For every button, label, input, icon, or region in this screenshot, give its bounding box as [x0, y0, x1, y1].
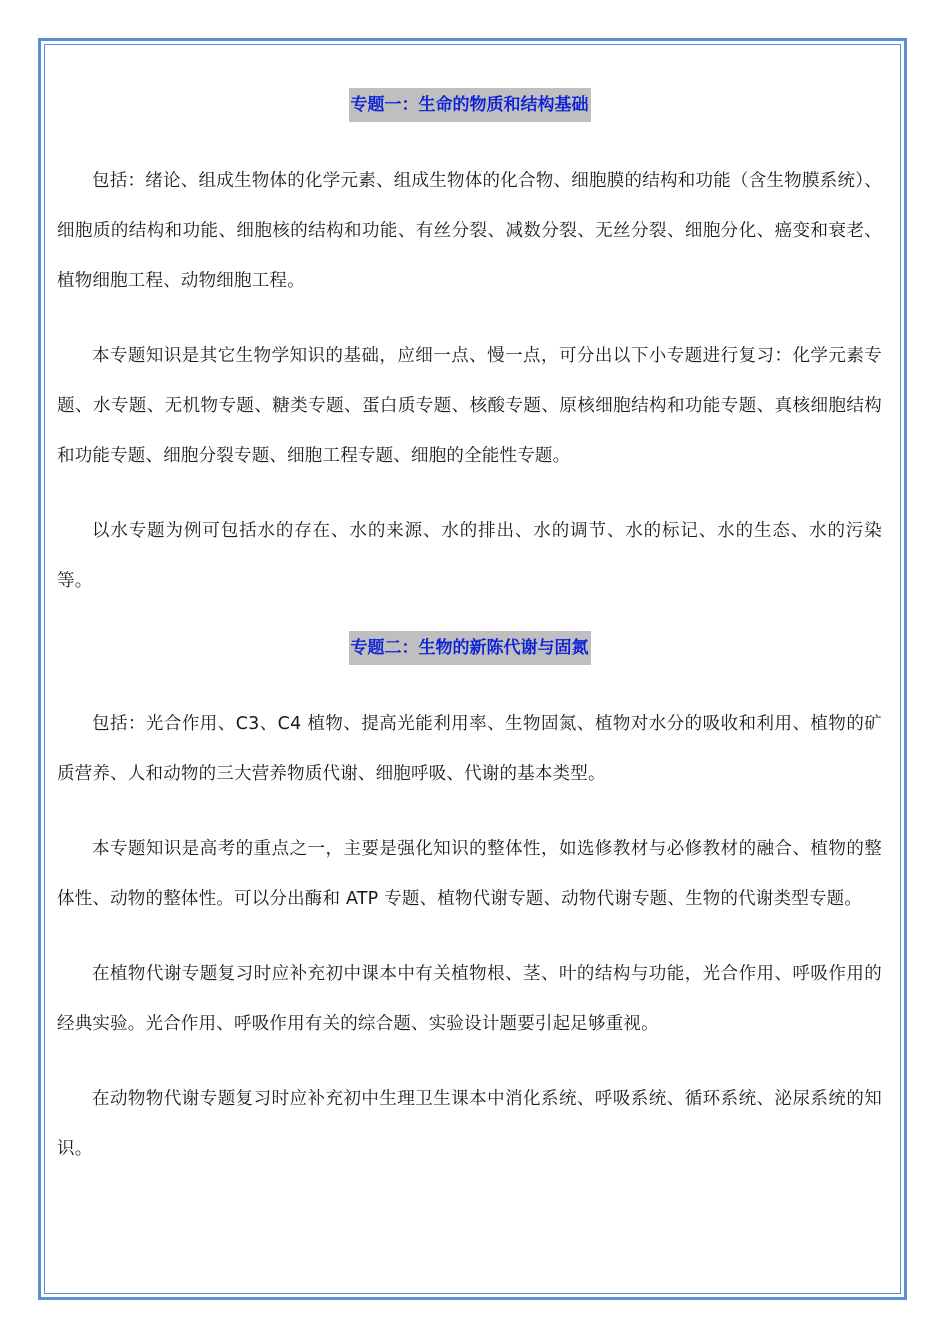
section-1 — [57, 88, 882, 128]
section-2-paragraph-2: 本专题知识是高考的重点之一，主要是强化知识的整体性，如选修教材与必修教材的融合、植物的整体性、动物的整体性。可以分出酶和 ATP 专题、植物代谢专题、动物代谢专题、生物的代谢类型专题。 — [57, 839, 882, 909]
section-2-paragraph-3: 在植物代谢专题复习时应补充初中课本中有关植物根、茎、叶的结构与功能，光合作用、呼吸作用的经典实验。光合作用、呼吸作用有关的综合题、实验设计题要引起足够重视。 — [57, 964, 882, 1034]
section-2-heading: 专题二：生物的新陈代谢与固氮 — [349, 631, 591, 665]
section-1-paragraph-3: 以水专题为例可包括水的存在、水的来源、水的排出、水的调节、水的标记、水的生态、水的污染等。 — [57, 521, 882, 591]
section-1-paragraph-2: 本专题知识是其它生物学知识的基础，应细一点、慢一点，可分出以下小专题进行复习：化学元素专题、水专题、无机物专题、糖类专题、蛋白质专题、核酸专题、原核细胞结构和功能专题、真核细胞结构和功能专题、细胞分裂专题、细胞工程专题、细胞的全能性专题。 — [57, 346, 882, 466]
document-body — [57, 88, 882, 1199]
section-1-heading: 专题一：生命的物质和结构基础 — [349, 88, 591, 122]
section-2 — [57, 631, 882, 671]
section-2-paragraph-4: 在动物物代谢专题复习时应补充初中生理卫生课本中消化系统、呼吸系统、循环系统、泌尿系统的知识。 — [57, 1089, 882, 1159]
section-1-paragraph-1: 包括：绪论、组成生物体的化学元素、组成生物体的化合物、细胞膜的结构和功能（含生物膜系统）、细胞质的结构和功能、细胞核的结构和功能、有丝分裂、减数分裂、无丝分裂、细胞分化、癌变和衰老、植物细胞工程、动物细胞工程。 — [57, 171, 882, 291]
section-2-paragraph-1: 包括：光合作用、C3、C4 植物、提高光能利用率、生物固氮、植物对水分的吸收和利用、植物的矿质营养、人和动物的三大营养物质代谢、细胞呼吸、代谢的基本类型。 — [57, 714, 882, 784]
